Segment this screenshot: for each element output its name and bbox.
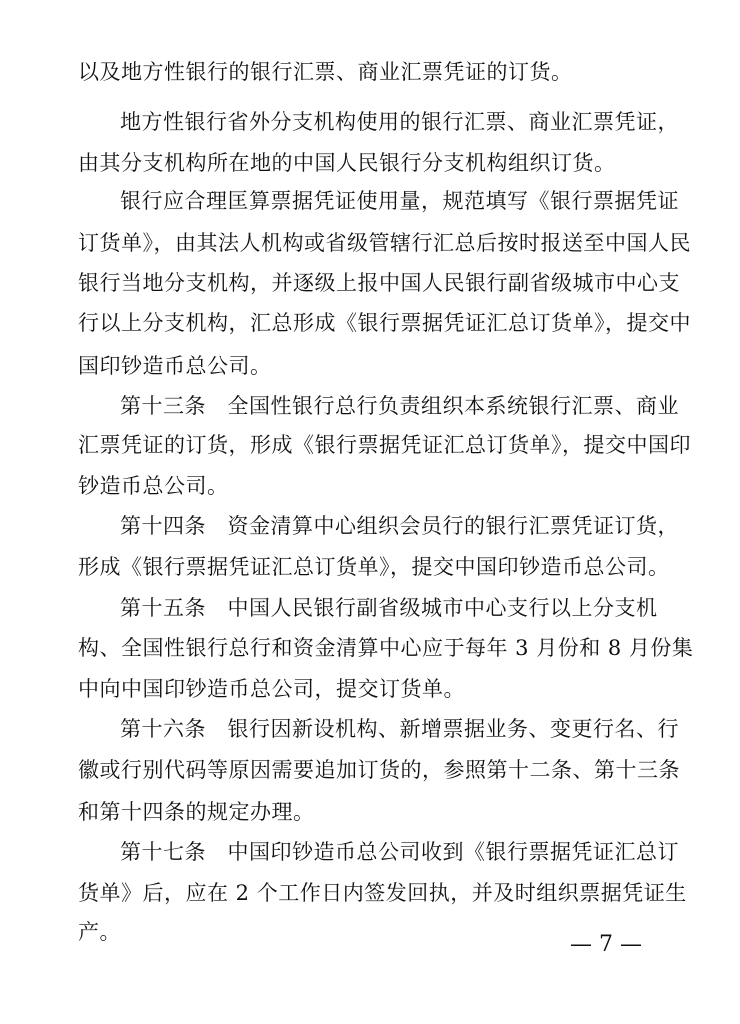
text-line: 构、全国性银行总行和资金清算中心应于每年 3 月份和 8 月份集: [78, 636, 694, 660]
text-line: 银行应合理匡算票据凭证使用量，规范填写《银行票据凭证: [120, 189, 679, 213]
text-line: 钞造币总公司。: [78, 474, 229, 498]
text-line: 银行当地分支机构，并逐级上报中国人民银行副省级城市中心支: [78, 271, 680, 295]
text-line: 以及地方性银行的银行汇票、商业汇票凭证的订货。: [78, 60, 573, 84]
text-line: 货单》后，应在 2 个工作日内签发回执，并及时组织票据凭证生: [78, 881, 687, 905]
text-line: 地方性银行省外分支机构使用的银行汇票、商业汇票凭证，: [120, 110, 679, 134]
text-line: 国印钞造币总公司。: [78, 354, 272, 378]
text-line: 由其分支机构所在地的中国人民银行分支机构组织订货。: [78, 151, 616, 175]
text-line: 第十四条 资金清算中心组织会员行的银行汇票凭证订货，: [120, 514, 679, 538]
text-line: 第十六条 银行因新设机构、新增票据业务、变更行名、行: [120, 717, 679, 741]
text-line: 第十三条 全国性银行总行负责组织本系统银行汇票、商业: [120, 394, 679, 418]
text-line: 订货单》，由其法人机构或省级管辖行汇总后按时报送至中国人民: [78, 231, 691, 255]
page-number: — 7 —: [570, 932, 642, 957]
text-line: 第十七条 中国印钞造币总公司收到《银行票据凭证汇总订: [120, 840, 679, 864]
text-line: 中向中国印钞造币总公司，提交订货单。: [78, 677, 465, 701]
text-line: 产。: [78, 920, 121, 944]
text-line: 第十五条 中国人民银行副省级城市中心支行以上分支机: [120, 596, 658, 620]
text-line: 徽或行别代码等原因需要追加订货的，参照第十二条、第十三条: [78, 758, 680, 782]
text-line: 和第十四条的规定办理。: [78, 800, 315, 824]
text-line: 形成《银行票据凭证汇总订货单》，提交中国印钞造币总公司。: [78, 555, 670, 579]
text-line: 汇票凭证的订货，形成《银行票据凭证汇总订货单》，提交中国印: [78, 433, 691, 457]
text-line: 行以上分支机构，汇总形成《银行票据凭证汇总订货单》，提交中: [78, 311, 691, 335]
